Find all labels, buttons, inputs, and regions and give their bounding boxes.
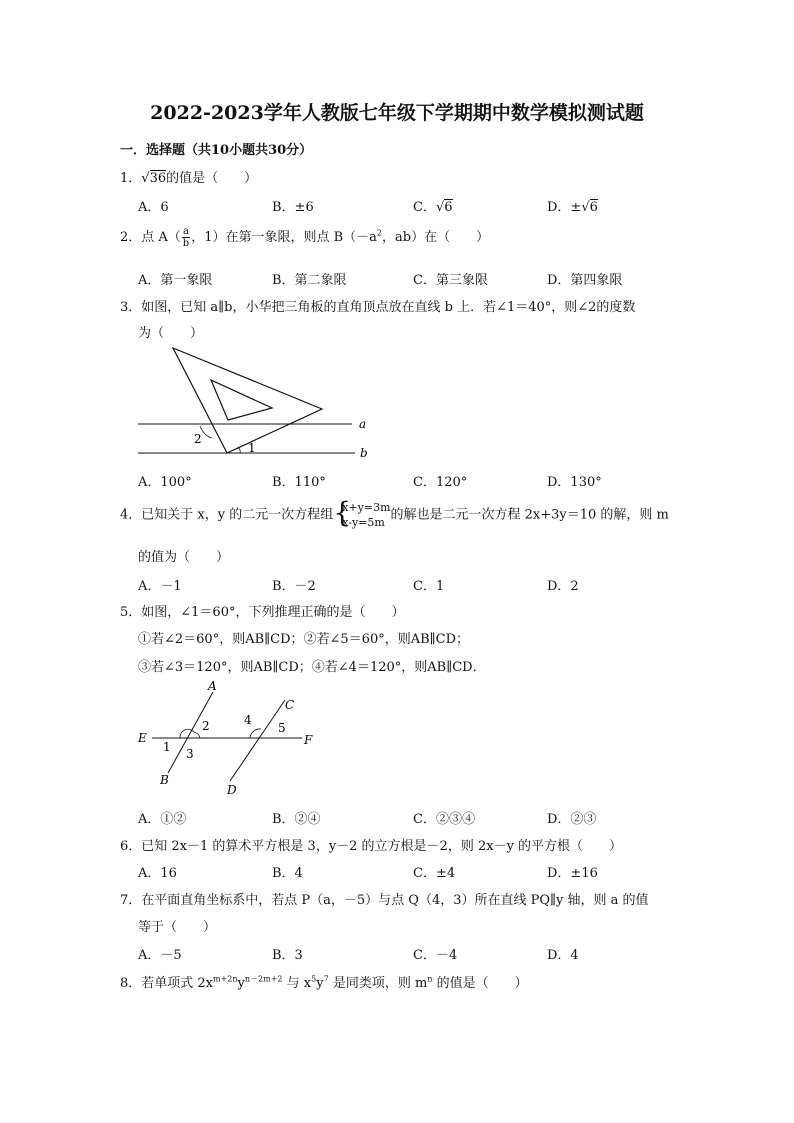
q2-option-d: D．第四象限 [547, 273, 623, 288]
question-4-line2: 的值为（ ） [138, 550, 230, 565]
label-angle-1: 1 [248, 441, 256, 455]
q3-option-a: A．100° [138, 475, 192, 490]
angle-2-arc [194, 732, 200, 738]
label-C: C [285, 698, 295, 712]
angle-1-arc [238, 447, 240, 453]
label-D: D [227, 783, 237, 797]
q6-option-c: C．±4 [413, 866, 456, 881]
angle-1-arc [180, 729, 194, 738]
section-heading: 一．选择题（共10小题共30分） [120, 143, 313, 158]
label-angle-2: 2 [202, 719, 210, 733]
question-5-line1: 5．如图，∠1＝60°，下列推理正确的是（ ） [120, 605, 405, 620]
label-F: F [304, 733, 313, 747]
q1-option-b: B．±6 [272, 200, 314, 215]
q7-option-b: B．3 [272, 948, 303, 963]
q3-option-b: B．110° [272, 475, 326, 490]
q1-stem: 的值是（ ） [166, 171, 258, 186]
question-1 [120, 167, 257, 186]
sqrt-symbol: √ [141, 171, 150, 186]
q4-option-a: A．－1 [138, 579, 182, 594]
page-title: 2022-2023学年人教版七年级下学期期中数学模拟测试题 [150, 102, 644, 124]
q1-option-d: D．±√6 [547, 200, 598, 215]
q4-option-d: D．2 [547, 579, 579, 594]
q5-option-c: C．②③④ [413, 812, 475, 827]
label-a: a [359, 417, 367, 431]
q2-option-c: C．第三象限 [413, 273, 488, 288]
label-B: B [160, 773, 169, 787]
label-angle-5: 5 [278, 721, 286, 735]
question-5-line2: ①若∠2＝60°，则AB∥CD；②若∠5＝60°，则AB∥CD； [138, 632, 470, 647]
q4-option-c: C．1 [413, 579, 445, 594]
question-7-line2: 等于（ ） [138, 920, 217, 935]
angle-4-arc [250, 729, 261, 738]
question-6: 6．已知 2x－1 的算术平方根是 3，y－2 的立方根是－2，则 2x－y 的平方根（ ） [120, 839, 623, 854]
parallel-lines-figure [130, 678, 330, 800]
label-angle-1: 1 [163, 740, 171, 754]
question-4-line1: 4．已知关于 x，y 的二元一次方程组 { x+y=3m x-y=5m 的解也是二元一次方程 2x+3y＝10 的解，则 m [120, 496, 669, 529]
line-CD [230, 700, 285, 781]
label-angle-4: 4 [244, 713, 252, 727]
question-8: 8．若单项式 $2x^{m+2n}y^{n-2m+2}$ 与 $x^5y^7$ 是同类项，则 $m^n$ 的值是（ ） [120, 974, 528, 991]
label-angle-3: 3 [186, 747, 194, 761]
question-3-line2: 为（ ） [138, 326, 204, 341]
q2-option-b: B．第二象限 [272, 273, 347, 288]
q5-option-b: B．②④ [272, 812, 321, 827]
q3-option-d: D．130° [547, 475, 602, 490]
label-A: A [208, 679, 217, 693]
question-5-line3: ③若∠3＝120°，则AB∥CD；④若∠4＝120°，则AB∥CD． [138, 660, 486, 675]
label-E: E [138, 731, 147, 745]
q7-option-c: C．－4 [413, 948, 458, 963]
q7-option-d: D．4 [547, 948, 579, 963]
q1-radicand: 36 [149, 171, 167, 186]
question-2: 2．点 A（ $\frac{a}{b}$ ，1）在第一象限，则点 $B(-a^2$，ab）在（ ） [120, 226, 490, 249]
q6-option-b: B．4 [272, 866, 303, 881]
label-angle-2: 2 [194, 432, 202, 446]
q1-option-a: A．6 [138, 200, 169, 215]
q1-option-c: C．√6 [413, 200, 453, 215]
q7-option-a: A．－5 [138, 948, 182, 963]
equation-system: { x+y=3m x-y=5m [333, 496, 391, 529]
label-b: b [360, 446, 368, 460]
q5-option-a: A．①② [138, 812, 187, 827]
triangle-ruler-figure [130, 340, 390, 465]
q1-number: 1． [120, 171, 142, 186]
q4-option-b: B．－2 [272, 579, 316, 594]
q2-fraction: $\frac{a}{b}$ [182, 226, 190, 249]
q3-option-c: C．120° [413, 475, 468, 490]
q6-option-d: D．±16 [547, 866, 598, 881]
angle-2-arc [200, 426, 212, 438]
q6-option-a: A．16 [138, 866, 177, 881]
q2-option-a: A．第一象限 [138, 273, 213, 288]
question-3-line1: 3．如图，已知 a∥b，小华把三角板的直角顶点放在直线 b 上．若∠1＝40°，则∠2的度数 [120, 300, 636, 315]
inner-triangle [211, 380, 272, 420]
question-7-line1: 7．在平面直角坐标系中，若点 P（a，－5）与点 Q（4，3）所在直线 PQ∥y 轴，则 a 的值 [120, 893, 649, 908]
q5-option-d: D．②③ [547, 812, 597, 827]
